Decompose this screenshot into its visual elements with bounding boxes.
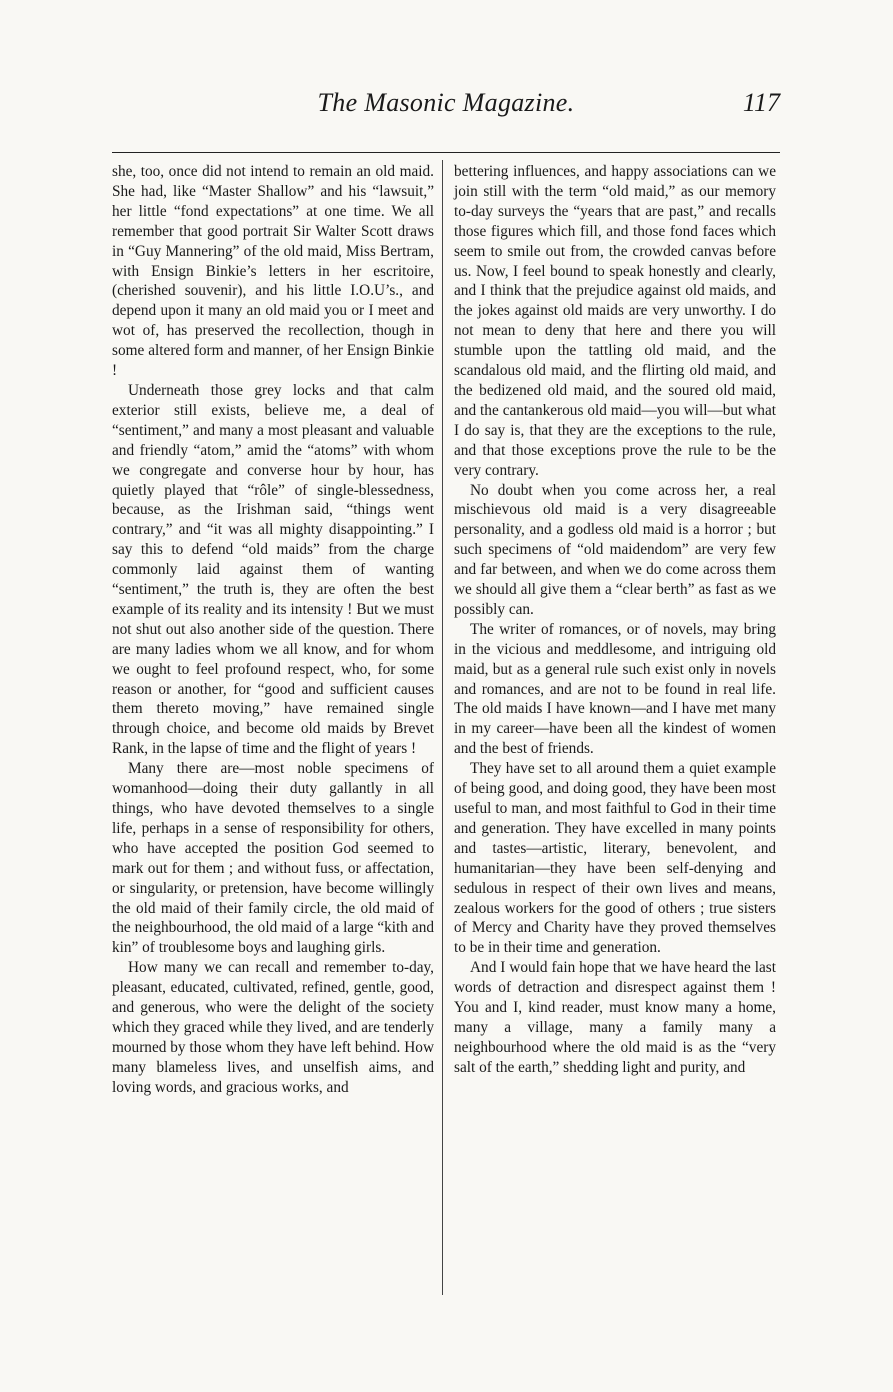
header-rule	[112, 152, 780, 153]
magazine-title: The Masonic Magazine.	[317, 88, 575, 117]
page-number: 117	[742, 88, 780, 117]
paragraph: bettering influences, and happy associations can we join still with the term “old maid,” as our memory to-day surveys the “years that are past,” and recalls those figures which fill, and those fond faces which seem to smile out from, the crowded canvas before us. Now, I feel bound to speak honestly and clearly, and I think that the prejudice against old maids, and the jokes against old maids are very unworthy. I do not mean to deny that here and there you will stumble upon the tattling old maid, and the scandalous old maid, and the flirting old maid, and the bedizened old maid, and the soured old maid, and the cantankerous old maid—you will—but what I do say is, that they are the exceptions to the rule, and that those exceptions prove the rule to be the very contrary.	[454, 163, 776, 479]
column-divider	[442, 160, 443, 1295]
paragraph: Underneath those grey locks and that calm exterior still exists, believe me, a deal of “sentiment,” and many a most pleasant and valuable and friendly “atom,” amid the “atoms” with whom we congregate and converse hour by hour, has quietly played that “rôle” of single-blessedness, because, as the Irishman said, “things went contrary,” and “it was all mighty disappointing.” I say this to defend “old maids” from the charge commonly laid against them of wanting “sentiment,” the truth is, they are often the best example of its reality and its intensity ! But we must not shut out also another side of the question. There are many ladies whom we all know, and for whom we ought to feel profound respect, who, for some reason or another, for “good and sufficient causes them thereto moving,” have remained single through choice, and become old maids by Brevet Rank, in the lapse of time and the flight of years !	[112, 381, 434, 758]
paragraph: Many there are—most noble specimens of womanhood—doing their duty gallantly in all things, who have devoted themselves to a single life, perhaps in a sense of responsibility for others, who have accepted the position God seemed to mark out for them ; and without fuss, or affectation, or singularity, or pretension, have become willingly the old maid of their family circle, the old maid of the neighbourhood, the old maid of a large “kith and kin” of troublesome boys and laughing girls.	[112, 760, 434, 957]
paragraph: The writer of romances, or of novels, may bring in the vicious and meddlesome, and intriguing old maid, but as a general rule such exist only in novels and romances, and are not to be found in real life. The old maids I have known—and I have met many in my career—have been all the kindest of women and the best of friends.	[454, 620, 776, 758]
running-header	[112, 88, 780, 128]
paragraph: she, too, once did not intend to remain an old maid. She had, like “Master Shallow” and his “lawsuit,” her little “fond expectations” at one time. We all remember that good portrait Sir Walter Scott draws in “Guy Mannering” of the old maid, Miss Bertram, with Ensign Binkie’s letters in her escritoire, (cherished souvenir), and his little I.O.U’s., and depend upon it many an old maid you or I meet and wot of, has preserved the recollection, though in some altered form and manner, of her Ensign Binkie !	[112, 163, 434, 380]
paragraph: How many we can recall and remember to-day, pleasant, educated, cultivated, refined, gentle, good, and generous, who were the delight of the society which they graced while they lived, and are tenderly mourned by those whom they have left behind. How many blameless lives, and unselfish aims, and loving words, and gracious works, and	[112, 959, 434, 1096]
right-column	[454, 162, 776, 1078]
paragraph: No doubt when you come across her, a real mischievous old maid is a very disagreeable personality, and a godless old maid is a horror ; but such specimens of “old maidendom” are very few and far between, and when we do come across them we should all give them a “clear berth” as fast as we possibly can.	[454, 481, 776, 618]
paragraph: They have set to all around them a quiet example of being good, and doing good, they have been most useful to man, and most faithful to God in their time and generation. They have excelled in many points and tastes—artistic, literary, benevolent, and humanitarian—they have been self-denying and sedulous in respect of their own lives and means, zealous workers for the good of others ; true sisters of Mercy and Charity have they proved themselves to be in their time and generation.	[454, 760, 776, 957]
left-column	[112, 162, 434, 1098]
paragraph: And I would fain hope that we have heard the last words of detraction and disrespect against them ! You and I, kind reader, must know many a home, many a village, many a family many a neighbourhood where the old maid is as the “very salt of the earth,” shedding light and purity, and	[454, 959, 776, 1076]
